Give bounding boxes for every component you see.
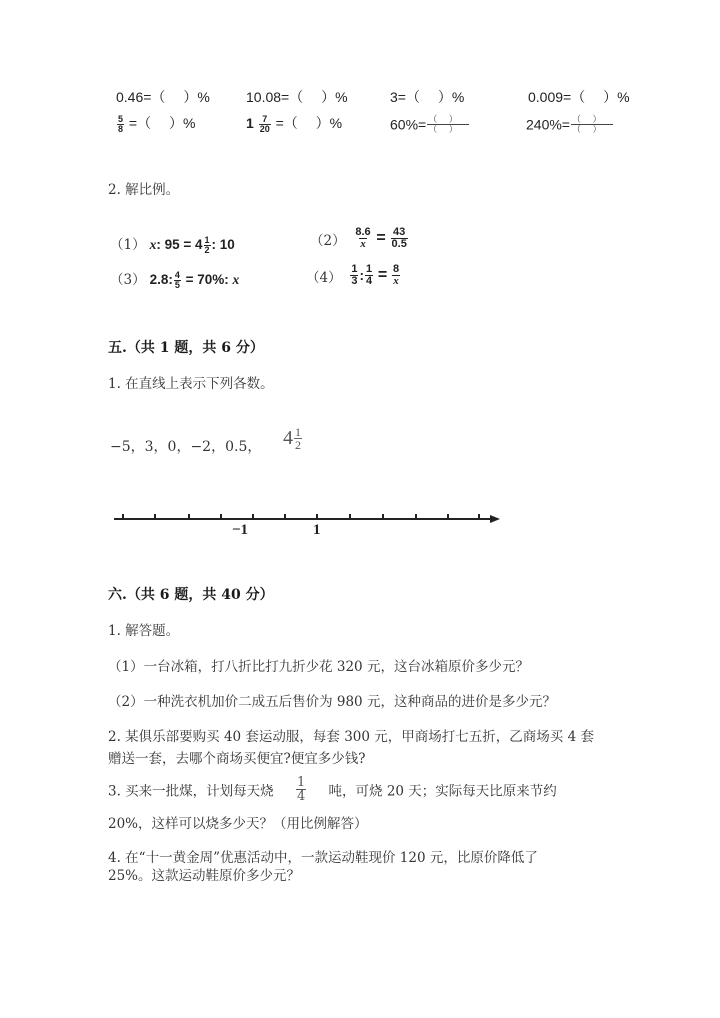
fraction-8-6-over-x (354, 227, 371, 250)
suffix: =（ ）% (275, 115, 343, 131)
question-2-line-2: 赠送一套，去哪个商场买便宜?便宜多少钱? (108, 751, 366, 767)
suffix: =（ ）% (128, 115, 196, 131)
denominator: 20 (259, 123, 270, 134)
denominator: 4 (365, 275, 373, 287)
proportion-2 (310, 227, 409, 250)
conversion-5-8 (116, 113, 195, 134)
numerator: 1 (365, 263, 373, 275)
numerator: 8 (392, 263, 400, 275)
numerator: 43 (393, 226, 406, 238)
blank-denominator: （ ） (427, 124, 469, 134)
denominator: 3 (351, 275, 358, 287)
numerator: 7 (262, 113, 268, 124)
expr-text: = 70%: (181, 272, 233, 287)
numerator: 1 (295, 425, 301, 439)
fraction-1-3 (350, 264, 358, 287)
fraction-7-20 (259, 115, 271, 134)
question-3-line-2: 20%，这样可以烧多少天？（用比例解答） (108, 816, 368, 832)
whole-part: 1 (246, 115, 254, 131)
fraction-4-5 (174, 271, 181, 290)
number-line (110, 505, 510, 545)
variable-x: x (149, 237, 157, 252)
denominator: 8 (118, 123, 124, 134)
numerator: 8.6 (355, 226, 371, 238)
conversion-10-08: 10.08=（ ）% (246, 89, 348, 105)
blank-fraction (571, 115, 613, 134)
fraction-1-4 (365, 264, 373, 287)
equals-sign: = (376, 229, 386, 247)
denominator: x (360, 238, 366, 250)
fraction-1-2 (294, 426, 302, 451)
question-1-sub-2: （2）一种洗衣机加价二成五后售价为 980 元，这种商品的进价是多少元？ (108, 694, 556, 710)
question-3-text-b: 吨，可烧 20 天；实际每天比原来节约 (328, 783, 557, 800)
expr-text: : 95 = 4 (156, 237, 203, 252)
denominator: 2 (204, 244, 210, 255)
question-4-line-2: 25%。这款运动鞋原价多少元？ (108, 868, 301, 884)
numerator: 1 (296, 775, 306, 790)
mixed-number-4-1-2 (283, 426, 303, 451)
numerator: 1 (351, 263, 358, 275)
conversion-3: 3=（ ）% (390, 89, 465, 105)
expr-text: 2.8: (149, 272, 173, 287)
section-5-question-1: 1. 在直线上表示下列各数。 (108, 376, 274, 392)
conversion-1-7-20 (246, 113, 342, 134)
item-label: （1） (110, 237, 146, 253)
proportion-4 (306, 264, 401, 287)
question-3-text-a: 3. 买来一批煤，计划每天烧 (108, 783, 274, 800)
whole-part: 4 (283, 427, 293, 449)
proportion-3 (110, 268, 239, 290)
numerator: 1 (204, 234, 210, 245)
blank-numerator: （ ） (428, 114, 458, 124)
question-1-sub-1: （1）一台冰箱，打八折比打九折少花 320 元，这台冰箱原价多少元？ (108, 659, 529, 675)
tick-label-1: 1 (313, 522, 321, 538)
conversion-60-percent (390, 115, 470, 134)
expr-text: : 10 (211, 237, 235, 252)
denominator: x (393, 275, 399, 287)
conversion-240-percent (526, 115, 614, 134)
section-5-title: 五.（共 1 题，共 6 分） (108, 340, 264, 356)
section-6-question-1-title: 1. 解答题。 (108, 623, 180, 639)
question-2-title: 2. 解比例。 (108, 182, 180, 198)
blank-denominator: （ ） (571, 124, 613, 134)
fraction-5-8 (117, 115, 124, 134)
fraction-8-over-x (392, 264, 400, 287)
section-6-title: 六.（共 6 题，共 40 分） (108, 587, 274, 603)
fraction-1-4 (296, 776, 306, 803)
question-3-line-1 (108, 776, 557, 803)
variable-x: x (232, 272, 240, 287)
prefix: 240%= (526, 116, 570, 133)
denominator: 5 (174, 279, 180, 290)
equals-sign: = (377, 266, 388, 284)
question-2-line-1: 2. 某俱乐部要购买 40 套运动服，每套 300 元，甲商场打七五折，乙商场买 4 套 (108, 729, 594, 745)
ratio-colon: : (359, 268, 364, 283)
item-label: （3） (110, 272, 146, 288)
fraction-1-2 (204, 236, 211, 255)
question-4-line-1: 4. 在“十一黄金周”优惠活动中，一款运动鞋现价 120 元，比原价降低了 (108, 850, 538, 866)
denominator: 2 (295, 438, 301, 452)
conversion-0-009: 0.009=（ ）% (528, 89, 630, 105)
numerator: 4 (174, 269, 180, 280)
tick-label-minus-1: −1 (232, 522, 249, 538)
numerator: 5 (118, 113, 124, 124)
item-label: （4） (306, 269, 342, 286)
item-label: （2） (310, 232, 346, 249)
numbers-to-plot: −5，3，0，−2，0.5， (110, 439, 262, 455)
blank-numerator: （ ） (571, 114, 602, 124)
proportion-1 (110, 233, 235, 255)
denominator: 0.5 (391, 238, 407, 250)
prefix: 60%= (390, 116, 427, 133)
arrow-head-icon (490, 515, 500, 523)
conversion-0-46: 0.46=（ ）% (116, 89, 210, 105)
blank-fraction (427, 115, 469, 134)
denominator: 4 (296, 789, 306, 804)
fraction-43-over-0-5 (391, 227, 408, 250)
